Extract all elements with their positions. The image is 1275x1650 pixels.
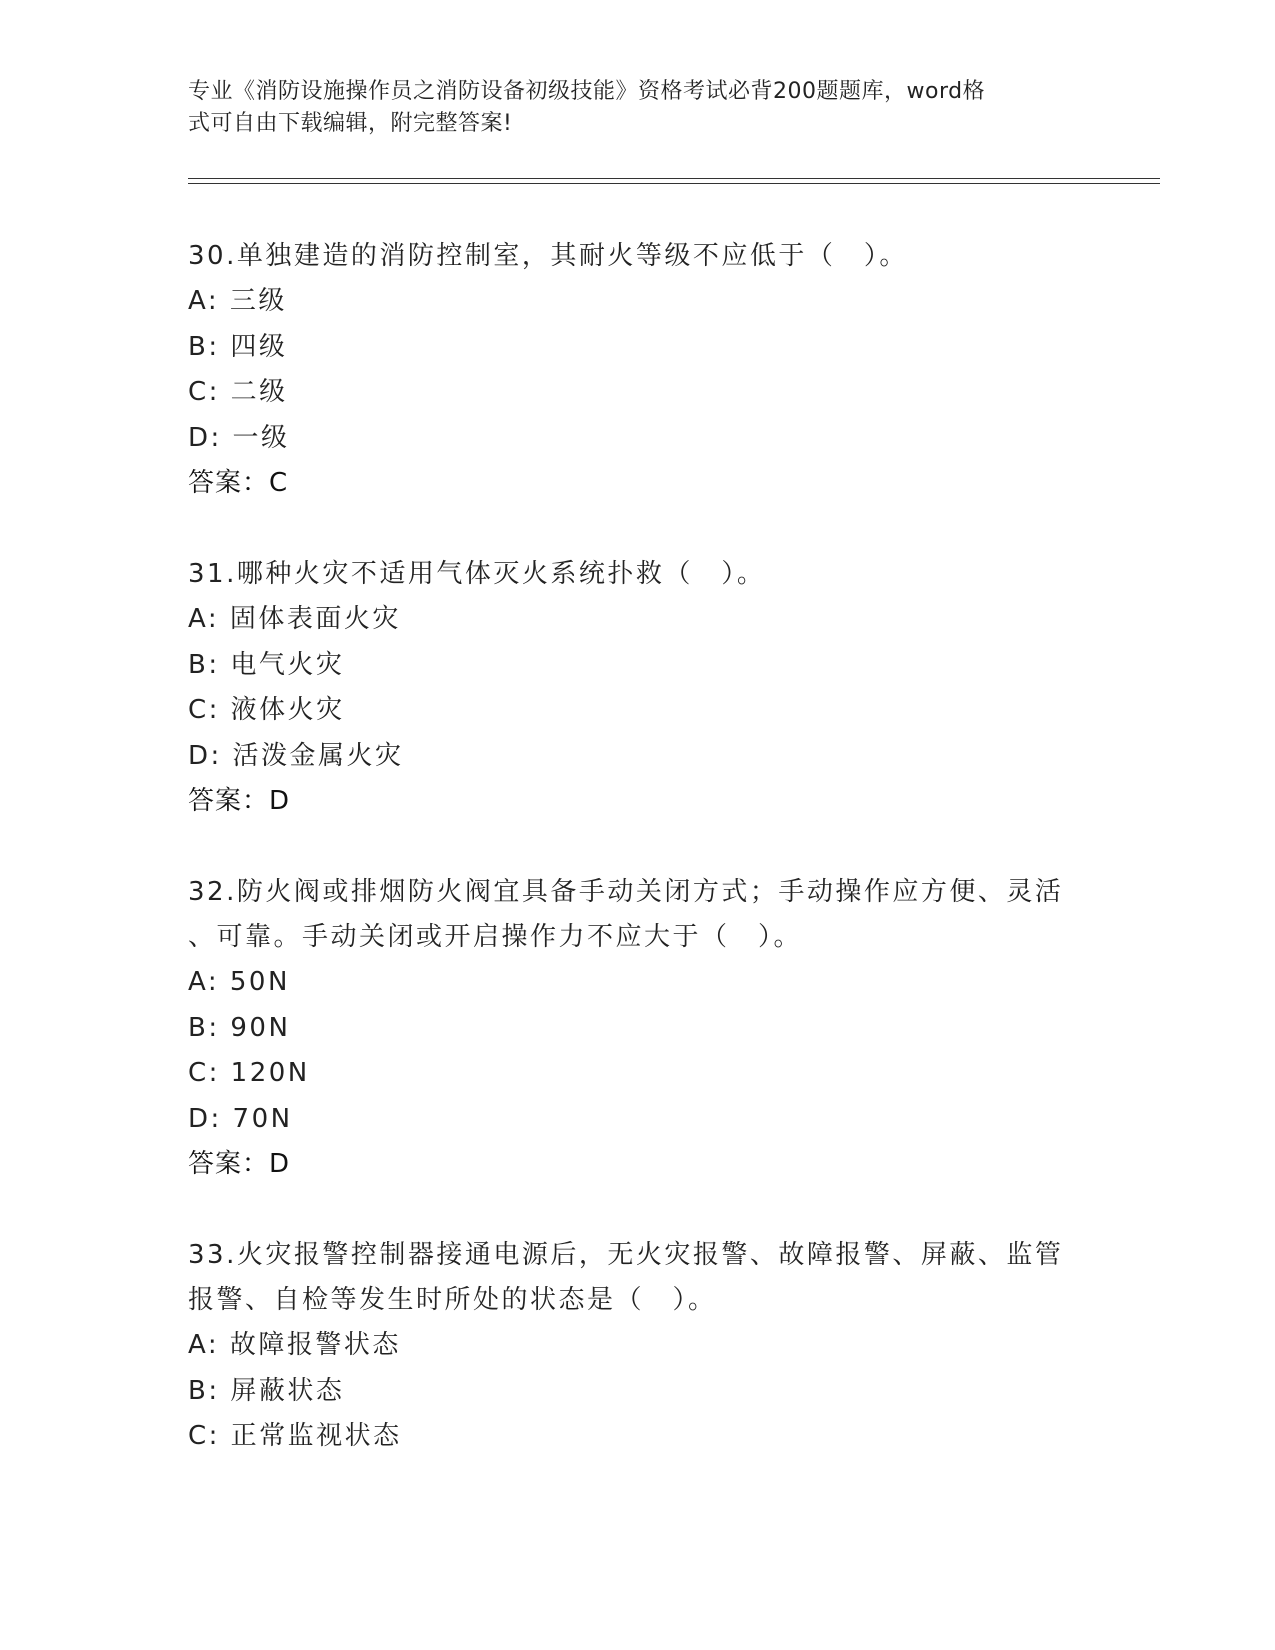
question-32 <box>188 870 1088 1187</box>
option-b: B: 电气火灾 <box>188 649 345 680</box>
option-a: A: 三级 <box>188 286 287 316</box>
header-line-1: 专业《消防设施操作员之消防设备初级技能》资格考试必背200题题库，word格 <box>188 79 986 104</box>
question-30 <box>188 234 1088 506</box>
question-stem-line-1: 33.火灾报警控制器接通电源后，无火灾报警、故障报警、屏蔽、监管 <box>188 1240 1064 1270</box>
option-c: C: 二级 <box>188 377 288 407</box>
document-header <box>188 76 1068 140</box>
option-c: C: 120N <box>188 1058 310 1088</box>
question-stem: 31.哪种火灾不适用气体灭火系统扑救（ ）。 <box>188 559 766 589</box>
option-b: B: 四级 <box>188 331 288 362</box>
answer: 答案：D <box>188 786 291 816</box>
option-b: B: 90N <box>188 1012 291 1043</box>
option-c: C: 正常监视状态 <box>188 1421 402 1451</box>
header-divider-bottom <box>188 183 1160 184</box>
option-c: C: 液体火灾 <box>188 695 345 725</box>
question-31 <box>188 552 1088 824</box>
option-d: D: 70N <box>188 1103 293 1134</box>
question-stem-line-2: 、可靠。手动关闭或开启操作力不应大于（ ）。 <box>188 922 803 952</box>
question-list <box>188 234 1088 1506</box>
question-stem-line-2: 报警、自检等发生时所处的状态是（ ）。 <box>188 1285 717 1315</box>
option-b: B: 屏蔽状态 <box>188 1375 345 1406</box>
option-a: A: 故障报警状态 <box>188 1330 401 1360</box>
option-a: A: 固体表面火灾 <box>188 604 401 634</box>
header-line-2: 式可自由下载编辑，附完整答案! <box>188 111 513 136</box>
option-d: D: 活泼金属火灾 <box>188 740 404 771</box>
option-d: D: 一级 <box>188 422 290 453</box>
option-a: A: 50N <box>188 967 290 997</box>
question-33 <box>188 1233 1088 1460</box>
question-stem: 30.单独建造的消防控制室，其耐火等级不应低于（ ）。 <box>188 241 908 271</box>
answer: 答案：C <box>188 468 289 498</box>
question-stem-line-1: 32.防火阀或排烟防火阀宜具备手动关闭方式；手动操作应方便、灵活 <box>188 877 1064 907</box>
header-divider-top <box>188 178 1160 179</box>
answer: 答案：D <box>188 1149 291 1179</box>
